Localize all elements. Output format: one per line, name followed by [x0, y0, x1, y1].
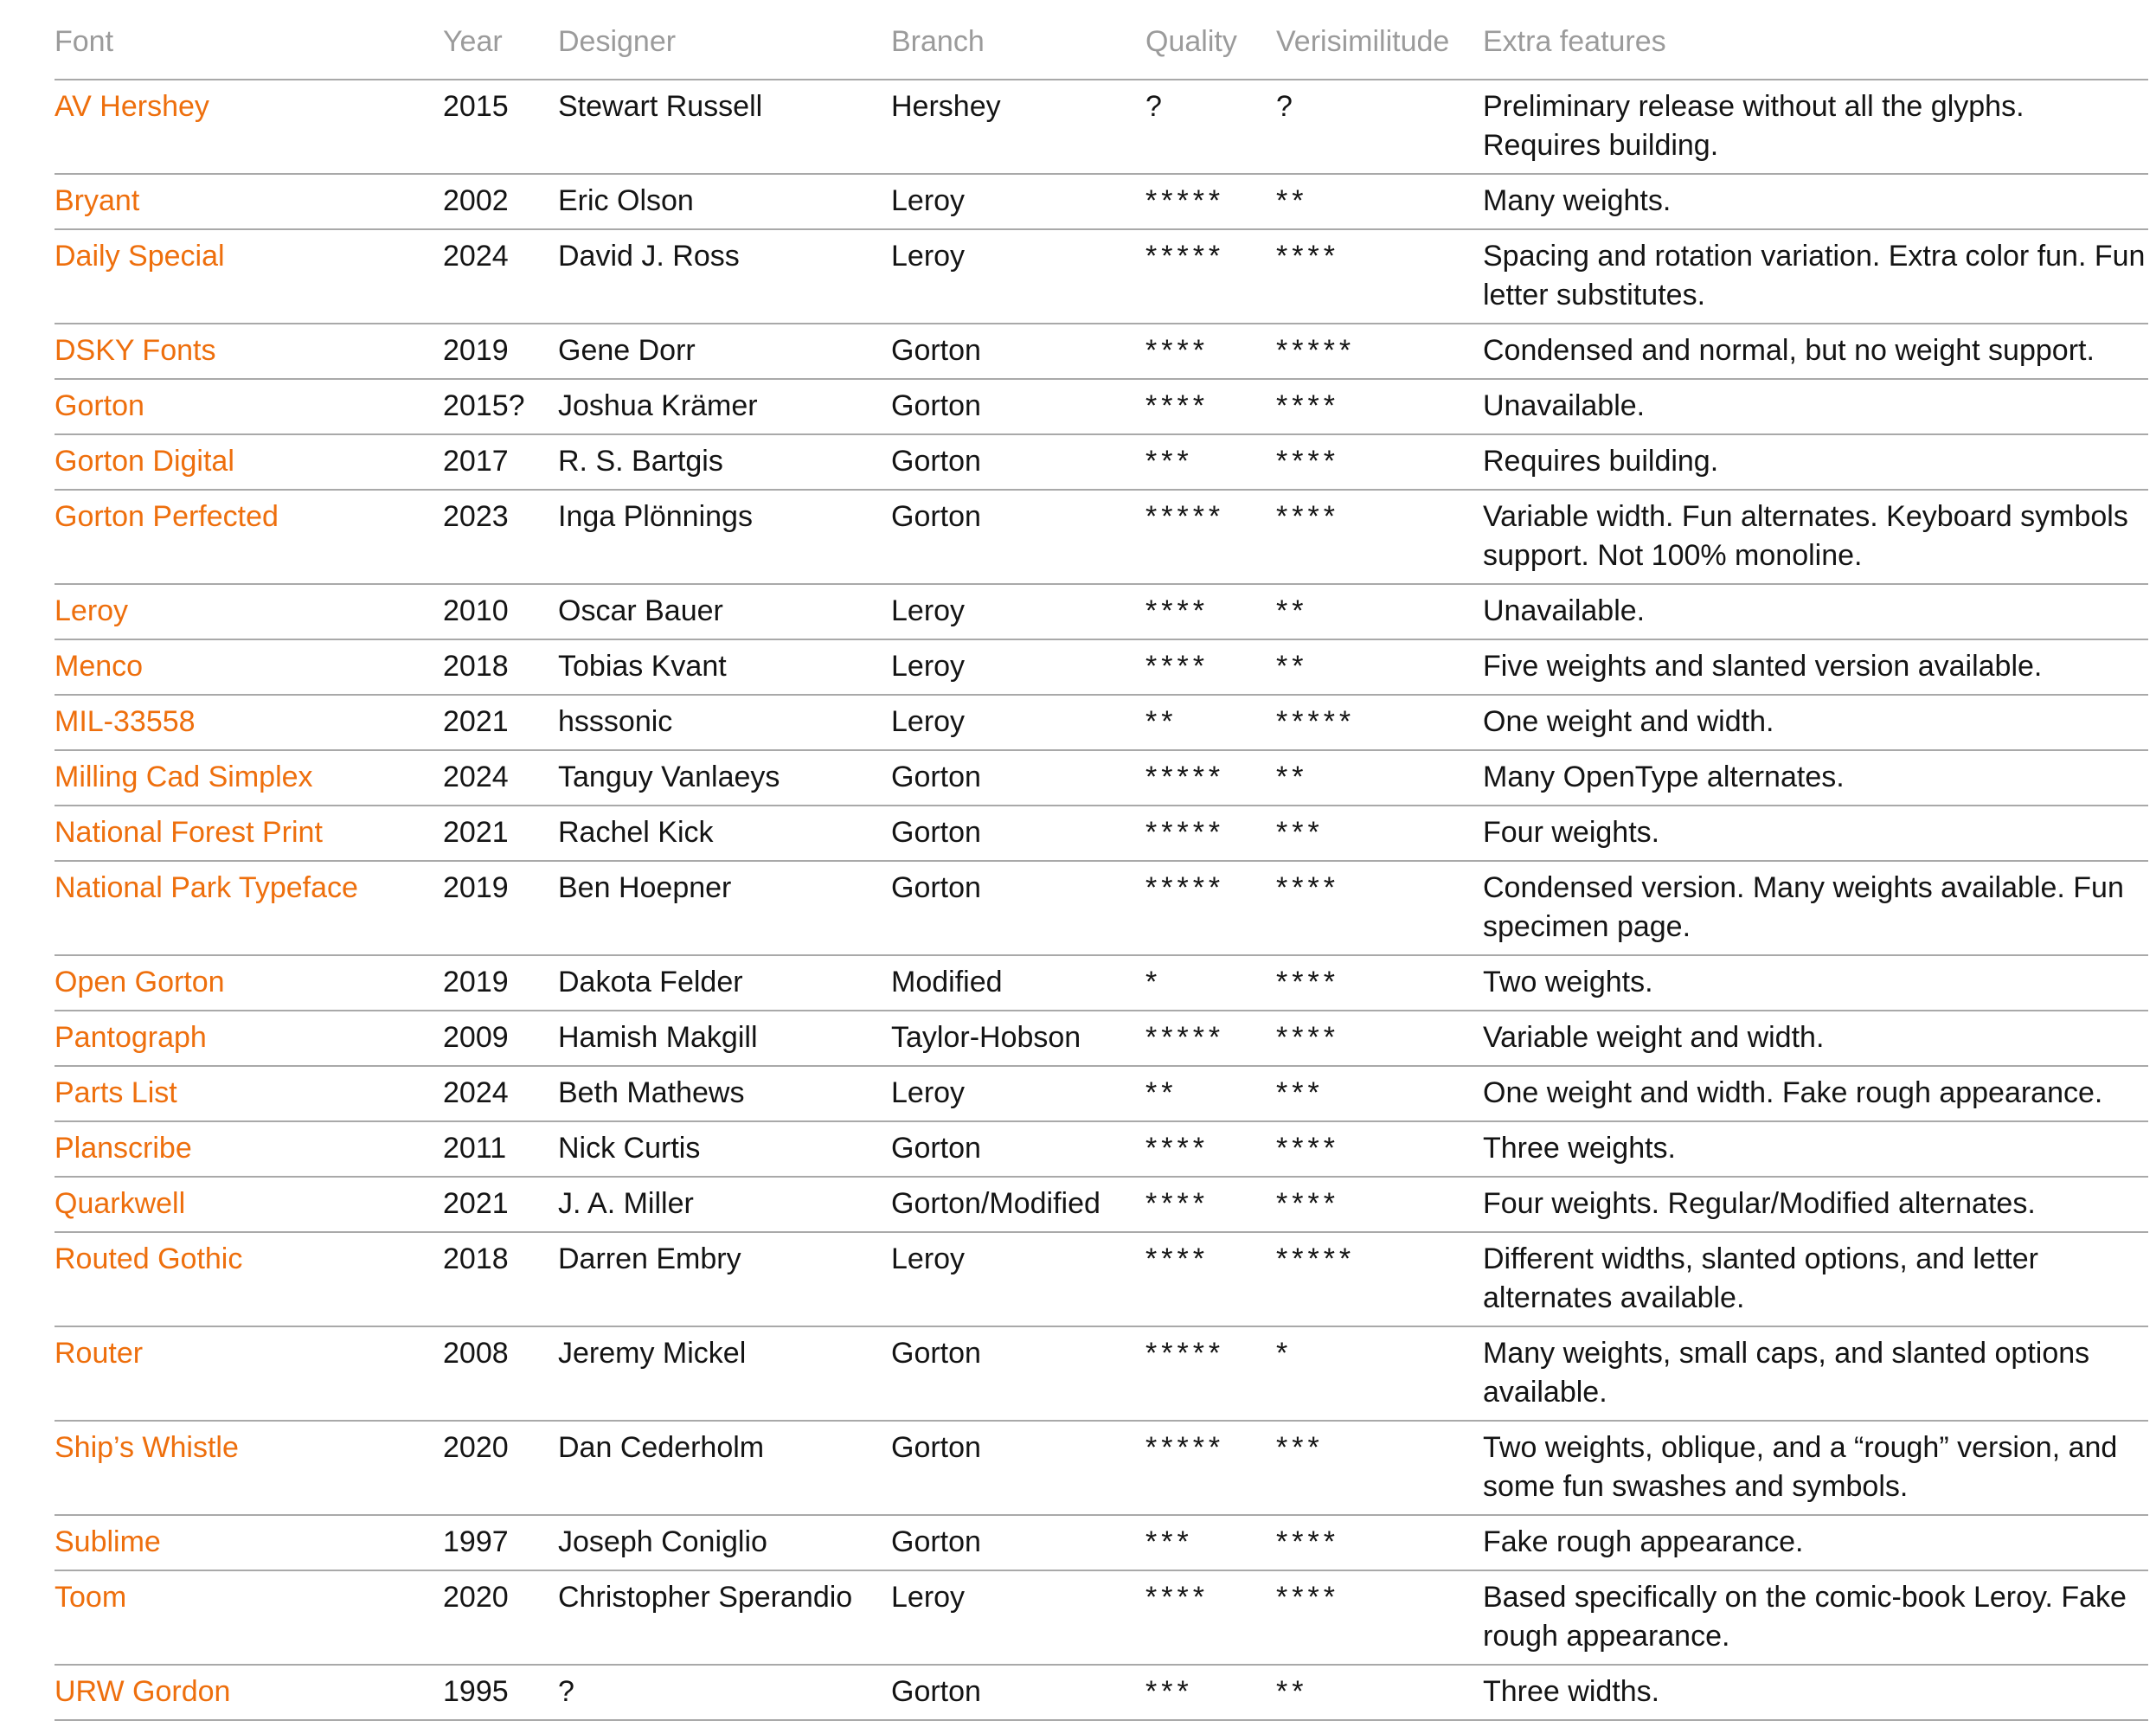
year-cell: 2017: [443, 434, 558, 490]
table-row: [55, 80, 2148, 174]
font-name-link[interactable]: Router: [55, 1326, 443, 1421]
font-name-link[interactable]: Toom: [55, 1570, 443, 1665]
column-header-font: Font: [55, 25, 114, 58]
verisimilitude-rating: ****: [1276, 229, 1483, 324]
extra-features-cell: Condensed and normal, but no weight support.: [1483, 324, 2148, 379]
font-name-link[interactable]: Bryant: [55, 174, 443, 229]
font-name-link[interactable]: Gorton Perfected: [55, 490, 443, 584]
branch-cell: Leroy: [891, 695, 1145, 750]
table-row: [55, 379, 2148, 434]
extra-features-cell: Two weights, oblique, and a “rough” version, and some fun swashes and symbols.: [1483, 1421, 2148, 1515]
quality-rating: *: [1145, 955, 1276, 1011]
verisimilitude-rating: ?: [1276, 80, 1483, 174]
branch-cell: Gorton: [891, 1515, 1145, 1570]
font-name-link[interactable]: DSKY Fonts: [55, 324, 443, 379]
font-name-link[interactable]: Daily Special: [55, 229, 443, 324]
verisimilitude-rating: ****: [1276, 955, 1483, 1011]
column-header-verisimilitude: Verisimilitude: [1276, 25, 1450, 58]
branch-cell: Taylor-Hobson: [891, 1011, 1145, 1066]
font-name-link[interactable]: Gorton Digital: [55, 434, 443, 490]
designer-cell: Darren Embry: [558, 1232, 891, 1326]
branch-cell: Leroy: [891, 639, 1145, 695]
quality-rating: *****: [1145, 490, 1276, 584]
quality-rating: ****: [1145, 379, 1276, 434]
branch-cell: Gorton: [891, 490, 1145, 584]
designer-cell: Stewart Russell: [558, 80, 891, 174]
verisimilitude-rating: *: [1276, 1326, 1483, 1421]
font-name-link[interactable]: Routed Gothic: [55, 1232, 443, 1326]
extra-features-cell: Many weights, small caps, and slanted options available.: [1483, 1326, 2148, 1421]
font-name-link[interactable]: Milling Cad Simplex: [55, 750, 443, 806]
branch-cell: Modified: [891, 955, 1145, 1011]
quality-rating: *****: [1145, 806, 1276, 861]
year-cell: 2008: [443, 1326, 558, 1421]
quality-rating: ?: [1145, 80, 1276, 174]
year-cell: 2018: [443, 639, 558, 695]
font-name-link[interactable]: Parts List: [55, 1066, 443, 1121]
quality-rating: **: [1145, 695, 1276, 750]
designer-cell: Rachel Kick: [558, 806, 891, 861]
year-cell: 2015: [443, 80, 558, 174]
quality-rating: ****: [1145, 584, 1276, 639]
quality-rating: *****: [1145, 174, 1276, 229]
designer-cell: Hamish Makgill: [558, 1011, 891, 1066]
table-row: [55, 174, 2148, 229]
branch-cell: Gorton: [891, 1665, 1145, 1720]
extra-features-cell: Variable weight and width.: [1483, 1011, 2148, 1066]
year-cell: 2011: [443, 1121, 558, 1177]
year-cell: 2010: [443, 584, 558, 639]
quality-rating: ****: [1145, 1232, 1276, 1326]
year-cell: 2023: [443, 490, 558, 584]
extra-features-cell: Three weights.: [1483, 1121, 2148, 1177]
designer-cell: R. S. Bartgis: [558, 434, 891, 490]
extra-features-cell: One weight and width. Fake rough appearance.: [1483, 1066, 2148, 1121]
table-row: [55, 1011, 2148, 1066]
verisimilitude-rating: **: [1276, 584, 1483, 639]
quality-rating: ****: [1145, 1121, 1276, 1177]
year-cell: 2002: [443, 174, 558, 229]
designer-cell: Christopher Sperandio: [558, 1570, 891, 1665]
verisimilitude-rating: ****: [1276, 1011, 1483, 1066]
font-name-link[interactable]: Pantograph: [55, 1011, 443, 1066]
year-cell: 2015?: [443, 379, 558, 434]
branch-cell: Gorton: [891, 379, 1145, 434]
verisimilitude-rating: *****: [1276, 324, 1483, 379]
year-cell: 2019: [443, 955, 558, 1011]
extra-features-cell: Three widths.: [1483, 1665, 2148, 1720]
year-cell: 2021: [443, 806, 558, 861]
font-name-link[interactable]: Leroy: [55, 584, 443, 639]
branch-cell: Gorton: [891, 324, 1145, 379]
verisimilitude-rating: ****: [1276, 379, 1483, 434]
branch-cell: Leroy: [891, 174, 1145, 229]
verisimilitude-rating: ****: [1276, 490, 1483, 584]
extra-features-cell: One weight and width.: [1483, 695, 2148, 750]
verisimilitude-rating: **: [1276, 639, 1483, 695]
branch-cell: Gorton: [891, 750, 1145, 806]
quality-rating: *****: [1145, 229, 1276, 324]
quality-rating: ****: [1145, 639, 1276, 695]
year-cell: 2024: [443, 750, 558, 806]
extra-features-cell: Many OpenType alternates.: [1483, 750, 2148, 806]
table-row: [55, 490, 2148, 584]
designer-cell: David J. Ross: [558, 229, 891, 324]
designer-cell: Tanguy Vanlaeys: [558, 750, 891, 806]
year-cell: 2024: [443, 229, 558, 324]
table-row: [55, 861, 2148, 955]
year-cell: 2020: [443, 1570, 558, 1665]
quality-rating: ***: [1145, 1515, 1276, 1570]
font-name-link[interactable]: Quarkwell: [55, 1177, 443, 1232]
extra-features-cell: Requires building.: [1483, 434, 2148, 490]
verisimilitude-rating: **: [1276, 174, 1483, 229]
designer-cell: Jeremy Mickel: [558, 1326, 891, 1421]
year-cell: 2021: [443, 1177, 558, 1232]
quality-rating: ****: [1145, 324, 1276, 379]
table-row: [55, 584, 2148, 639]
branch-cell: Leroy: [891, 1232, 1145, 1326]
verisimilitude-rating: ****: [1276, 861, 1483, 955]
column-header-extra-features: Extra features: [1483, 25, 1666, 58]
designer-cell: Joseph Coniglio: [558, 1515, 891, 1570]
table-row: [55, 639, 2148, 695]
font-name-link[interactable]: National Park Typeface: [55, 861, 443, 955]
designer-cell: Ben Hoepner: [558, 861, 891, 955]
quality-rating: *****: [1145, 1421, 1276, 1515]
quality-rating: *****: [1145, 1011, 1276, 1066]
designer-cell: hsssonic: [558, 695, 891, 750]
extra-features-cell: Fake rough appearance.: [1483, 1515, 2148, 1570]
verisimilitude-rating: ****: [1276, 1570, 1483, 1665]
verisimilitude-rating: *****: [1276, 695, 1483, 750]
branch-cell: Leroy: [891, 1066, 1145, 1121]
extra-features-cell: Spacing and rotation variation. Extra color fun. Fun letter substitutes.: [1483, 229, 2148, 324]
branch-cell: Gorton: [891, 1421, 1145, 1515]
extra-features-cell: Many weights.: [1483, 174, 2148, 229]
column-header-branch: Branch: [891, 25, 985, 58]
designer-cell: Nick Curtis: [558, 1121, 891, 1177]
table-row: [55, 806, 2148, 861]
designer-cell: Eric Olson: [558, 174, 891, 229]
font-comparison-table-wrap: [55, 0, 2148, 1721]
branch-cell: Gorton/Modified: [891, 1177, 1145, 1232]
designer-cell: Oscar Bauer: [558, 584, 891, 639]
table-row: [55, 434, 2148, 490]
table-row: [55, 955, 2148, 1011]
designer-cell: ?: [558, 1665, 891, 1720]
table-row: [55, 1121, 2148, 1177]
year-cell: 2019: [443, 324, 558, 379]
quality-rating: ****: [1145, 1177, 1276, 1232]
extra-features-cell: Based specifically on the comic-book Leroy. Fake rough appearance.: [1483, 1570, 2148, 1665]
branch-cell: Gorton: [891, 1326, 1145, 1421]
year-cell: 1997: [443, 1515, 558, 1570]
designer-cell: Inga Plönnings: [558, 490, 891, 584]
quality-rating: ****: [1145, 1570, 1276, 1665]
table-row: [55, 1232, 2148, 1326]
column-header-year: Year: [443, 25, 503, 58]
font-name-link[interactable]: Open Gorton: [55, 955, 443, 1011]
table-row: [55, 1326, 2148, 1421]
designer-cell: Dan Cederholm: [558, 1421, 891, 1515]
table-row: [55, 750, 2148, 806]
table-row: [55, 1066, 2148, 1121]
extra-features-cell: Five weights and slanted version available.: [1483, 639, 2148, 695]
table-row: [55, 324, 2148, 379]
year-cell: 2020: [443, 1421, 558, 1515]
font-name-link[interactable]: Menco: [55, 639, 443, 695]
designer-cell: Beth Mathews: [558, 1066, 891, 1121]
extra-features-cell: Unavailable.: [1483, 379, 2148, 434]
table-row: [55, 1177, 2148, 1232]
quality-rating: ***: [1145, 1665, 1276, 1720]
branch-cell: Gorton: [891, 1121, 1145, 1177]
extra-features-cell: Unavailable.: [1483, 584, 2148, 639]
font-name-link[interactable]: National Forest Print: [55, 806, 443, 861]
table-body: [55, 80, 2148, 1720]
year-cell: 1995: [443, 1665, 558, 1720]
verisimilitude-rating: ****: [1276, 1177, 1483, 1232]
verisimilitude-rating: *****: [1276, 1232, 1483, 1326]
branch-cell: Gorton: [891, 861, 1145, 955]
verisimilitude-rating: ****: [1276, 434, 1483, 490]
designer-cell: J. A. Miller: [558, 1177, 891, 1232]
year-cell: 2024: [443, 1066, 558, 1121]
quality-rating: ***: [1145, 434, 1276, 490]
branch-cell: Leroy: [891, 1570, 1145, 1665]
font-name-link[interactable]: Gorton: [55, 379, 443, 434]
column-header-quality: Quality: [1145, 25, 1237, 58]
branch-cell: Gorton: [891, 434, 1145, 490]
table-row: [55, 695, 2148, 750]
table-header-row: [55, 0, 2148, 80]
verisimilitude-rating: **: [1276, 1665, 1483, 1720]
extra-features-cell: Preliminary release without all the glyphs. Requires building.: [1483, 80, 2148, 174]
verisimilitude-rating: ***: [1276, 806, 1483, 861]
year-cell: 2009: [443, 1011, 558, 1066]
quality-rating: *****: [1145, 861, 1276, 955]
extra-features-cell: Different widths, slanted options, and letter alternates available.: [1483, 1232, 2148, 1326]
verisimilitude-rating: **: [1276, 750, 1483, 806]
font-name-link[interactable]: Ship’s Whistle: [55, 1421, 443, 1515]
branch-cell: Hershey: [891, 80, 1145, 174]
extra-features-cell: Four weights.: [1483, 806, 2148, 861]
table-row: [55, 1515, 2148, 1570]
table-row: [55, 1570, 2148, 1665]
font-name-link[interactable]: Sublime: [55, 1515, 443, 1570]
designer-cell: Gene Dorr: [558, 324, 891, 379]
extra-features-cell: Four weights. Regular/Modified alternates.: [1483, 1177, 2148, 1232]
quality-rating: *****: [1145, 1326, 1276, 1421]
branch-cell: Leroy: [891, 229, 1145, 324]
verisimilitude-rating: ****: [1276, 1515, 1483, 1570]
year-cell: 2018: [443, 1232, 558, 1326]
year-cell: 2021: [443, 695, 558, 750]
table-row: [55, 1665, 2148, 1720]
table-row: [55, 1421, 2148, 1515]
verisimilitude-rating: ***: [1276, 1421, 1483, 1515]
verisimilitude-rating: ***: [1276, 1066, 1483, 1121]
extra-features-cell: Variable width. Fun alternates. Keyboard symbols support. Not 100% monoline.: [1483, 490, 2148, 584]
table-row: [55, 229, 2148, 324]
extra-features-cell: Condensed version. Many weights available. Fun specimen page.: [1483, 861, 2148, 955]
font-name-link[interactable]: AV Hershey: [55, 80, 443, 174]
designer-cell: Joshua Krämer: [558, 379, 891, 434]
designer-cell: Dakota Felder: [558, 955, 891, 1011]
font-name-link[interactable]: URW Gordon: [55, 1665, 443, 1720]
extra-features-cell: Two weights.: [1483, 955, 2148, 1011]
designer-cell: Tobias Kvant: [558, 639, 891, 695]
column-header-designer: Designer: [558, 25, 677, 58]
verisimilitude-rating: ****: [1276, 1121, 1483, 1177]
year-cell: 2019: [443, 861, 558, 955]
quality-rating: **: [1145, 1066, 1276, 1121]
font-name-link[interactable]: MIL-33558: [55, 695, 443, 750]
branch-cell: Leroy: [891, 584, 1145, 639]
quality-rating: *****: [1145, 750, 1276, 806]
branch-cell: Gorton: [891, 806, 1145, 861]
font-name-link[interactable]: Planscribe: [55, 1121, 443, 1177]
font-comparison-table: [55, 0, 2148, 1721]
